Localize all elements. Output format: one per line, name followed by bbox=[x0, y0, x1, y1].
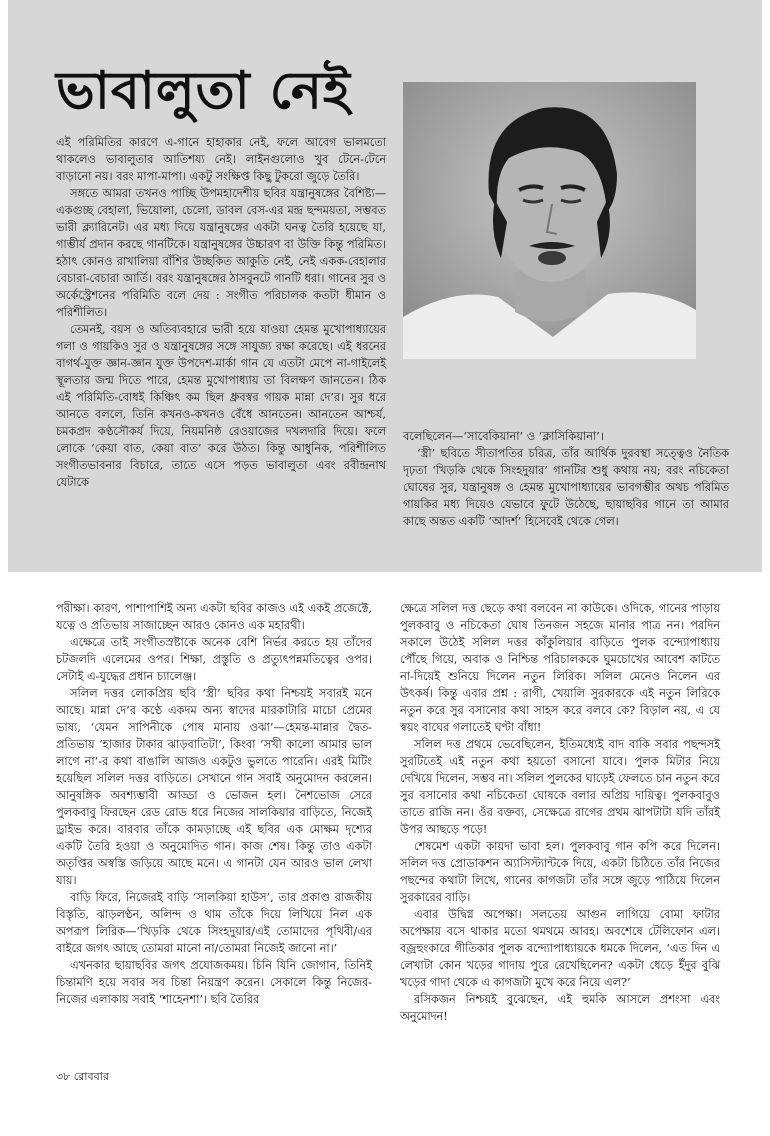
top-right-column bbox=[403, 428, 729, 530]
paragraph: ক্ষেত্রে সলিল দত্ত ছেড়ে কথা বলবেন না কাউকে। ওদিকে, গানের পাড়ায় পুলকবাবু ও নচিকেতা ঘোষ তিনজন সহজে মানার পাত্র নন। পরদিন সকালে উঠেই সলিল দত্তর কাঁকুলিয়ার বাড়িতে পুলক বন্দ্যোপাধ্যায় পৌঁছে গিয়ে, অবাক ও নিশ্চিন্ত পরিচালককে ঘুমচোখের আবেশ কাটতে না-দিয়েই শুনিয়ে দিলেন নতুন লিরিক। সলিল মেনেও নিলেন এর উৎকর্ষ। কিন্তু এবার প্রশ্ন : রাগী, খেয়ালি সুরকারকে এই নতুন লিরিকে নতুন করে সুর বসানোর কথা সাহস করে বলবে কে? বিড়াল নয়, এ যে স্বয়ং বাঘের গলাতেই ঘণ্টা বাঁধা! bbox=[400, 602, 720, 734]
paragraph: এখনকার ছায়াছবির জগৎ প্রযোজকময়। চিনি যিনি জোগান, তিনিই চিন্তামণি হয়ে সবার সব চিন্তা নিয়ন্ত্রণ করেন। সেকালে কিন্তু নিজের-নিজের এলাকায় সবাই ‘শাহেনশা’। ছবি তৈরির bbox=[56, 959, 372, 1006]
portrait-illustration bbox=[403, 82, 696, 359]
paragraph: সলিল দত্ত প্রথমে ভেবেছিলেন, ইতিমধ্যেই বাদ বাকি সবার পছন্দসই সুরটিতেই এই নতুন কথা হয়তো বসানো যাবে। পুলক মিটার নিয়ে দেখিয়ে দিলেন, সম্ভব না। সলিল পুলকের ঘাড়েই ফেলতে চান নতুন করে সুর বসানোর কথা নচিকেতা ঘোষকে বলার অপ্রিয় দায়িত্ব। পুলকবাবুও তাতে রাজি নন। ওঁর বক্তব্য, সেক্ষেত্রে রাগের প্রথম ঝাপটাটা যদি তাঁরই উপর আছড়ে পড়ে! bbox=[400, 738, 720, 836]
paragraph: এই পরিমিতির কারণে এ-গানে হাহাকার নেই, ফলে আবেগ ভালমতো থাকলেও ভাবালুতার আতিশয্য নেই। লাইনগুলোও খুব টেনে-টেনে বাড়ানো নয়। বরং মাপা-মাপা। একটু সংক্ষিপ্ত কিছু টুকরো জুড়ে তৈরি। bbox=[56, 136, 386, 183]
paragraph: এক্ষেত্রে তাই সংগীতস্রষ্টাকে অনেক বেশি নির্ভর করতে হয় তাঁদের চটজলদি এলেমের ওপর। শিক্ষা, প্রস্তুতি ও প্রত্যুৎপন্নমতিত্বের ওপর। সেটাই এ-যুদ্ধের প্রধান চ্যালেঞ্জ। bbox=[56, 636, 372, 683]
paragraph: শেষমেশ একটা কায়দা ভাবা হল। পুলকবাবু গান কপি করে দিলেন। সলিল দত্ত প্রোডাকশন অ্যাসিস্ট্যান্টকে দিয়ে, একটা চিঠিতে তাঁর নিজের পছন্দের কথাটা লিখে, গানের কাগজটা তাঁর সঙ্গে জুড়ে পাঠিয়ে দিলেন সুরকারের বাড়ি। bbox=[400, 840, 720, 904]
top-left-column bbox=[56, 134, 386, 491]
portrait-photo bbox=[403, 82, 696, 359]
paragraph: বলেছিলেন—‘সাবেকিয়ানা’ ও ‘ক্লাসিকিয়ানা’। bbox=[403, 430, 604, 443]
page-footer: ৩৮ রোববার bbox=[56, 1070, 109, 1083]
paragraph: সলিল দত্তর লোকপ্রিয় ছবি ‘স্ত্রী’ ছবির কথা নিশ্চয়ই সবারই মনে আছে। মান্না দে’র কণ্ঠে একদম অন্য স্বাদের মারকাটারি মাচো প্রেমের ভাষ্য, ‘যেমন সাপিনীকে পোষ মানায় ওঝা’—হেমন্ত-মান্নার দ্বৈত-প্রতিভায় ‘হাজার টাকার ঝাড়বাতিটা’, কিংবা ‘সখী কালো আমার ভাল লাগে না’-র কথা বাঙালি আজও একটুও ভুলতে পারেনি। এরই মিটিং হয়েছিল সলিল দত্তর বাড়িতে। সেখানে গান সবাই অনুমোদন করলেন। আনুষঙ্গিক অবশ্যম্ভাবী আড্ডা ও ভোজন হল। নৈশভোজ সেরে পুলকবাবু ফিরছেন রেড রোড ধরে নিজের সালকিয়ার বাড়িতে, নিজেই ড্রাইভ করে। বারবার তাঁকে কামড়াচ্ছে এই ছবির এক মোক্ষম দৃশ্যের একটি তৈরি হওয়া ও অনুমোদিত গান। কাজ শেষ। কিন্তু তাও একটা অতৃপ্তির অস্বস্তি জড়িয়ে আছে মনে। এ গানটা যেন আরও ভাল লেখা যায়। bbox=[56, 687, 372, 887]
paragraph: সঙ্গতে আমরা তখনও পাচ্ছি উপমহাদেশীয় ছবির যন্ত্রানুষঙ্গের বৈশিষ্ট্য—একগুচ্ছ বেহালা, ভিয়োলা, চেলো, ডাবল বেস-এর মন্দ্র ছন্দময়তা, সম্ভবত ভারী ক্ল্যারিনেট। এর মধ্য দিয়ে যন্ত্রানুষঙ্গের একটা ঘনত্ব তৈরি হয়েছে যা, গাম্ভীর্য প্রদান করছে গানটিকে। যন্ত্রানুষঙ্গের উচ্চারণ বা উক্তি কিন্তু পরিমিত। হঠাৎ কোনও রাখালিয়া বাঁশির উচ্ছকিত আকুতি নেই, নেই একক-বেহালার বেচারা-বেচারা আর্তি। বরং যন্ত্রানুষঙ্গের ঠাসবুনটে গানটি ধরা। গানের সুর ও অর্কেস্ট্রেশনের পরিমিতি বলে দেয় : সংগীত পরিচালক কতটা ধীমান ও পরিশীলিত। bbox=[56, 187, 386, 319]
bottom-right-column bbox=[400, 600, 720, 1025]
paragraph: রসিকজন নিশ্চয়ই বুঝেছেন, এই হুমকি আসলে প্রশংসা এবং অনুমোদন! bbox=[400, 993, 720, 1023]
paragraph: পরীক্ষা। কারণ, পাশাপাশিই অন্য একটা ছবির কাজও এই একই প্রজেক্টে, যত্নে ও প্রতিভায় সাজাচ্ছেন আরও কোনও এক মহারথী। bbox=[56, 602, 372, 632]
bottom-left-column bbox=[56, 600, 372, 1008]
paragraph: বাড়ি ফিরে, নিজেরই বাড়ি ‘সালকিয়া হাউস’, তার প্রকাণ্ড রাজকীয় বিস্তৃতি, ঝাড়লণ্ঠন, অলিন্দ ও থাম তাঁকে দিয়ে লিখিয়ে নিল এক অপরূপ লিরিক—‘খিড়কি থেকে সিংহদুয়ার/এই তোমাদের পৃথিবী/এর বাইরে জগৎ আছে তোমরা মানো না/তোমরা নিজেই জানো না।’ bbox=[56, 891, 372, 955]
paragraph: ‘স্ত্রী’ ছবিতে সীতাপতির চরিত্র, তাঁর আর্থিক দুরবস্থা সত্ত্বেও নৈতিক দৃঢ়তা ‘খিড়কি থেকে সিংহদুয়ার’ গানটির শুধু কথায় নয়; বরং নচিকেতা ঘোষের সুর, যন্ত্রানুষঙ্গ ও হেমন্ত মুখোপাধ্যায়ের ভাবগম্ভীর অথচ পরিমিত গায়কির মধ্য দিয়েও যেভাবে ফুটে উঠেছে, ছায়াছবির গানে তা আমার কাছে অন্তত একটি ‘আদর্শ’ হিসেবেই থেকে গেল। bbox=[403, 447, 729, 528]
paragraph: এবার উদ্বিগ্ন অপেক্ষা। সলতেয় আগুন লাগিয়ে বোমা ফাটার অপেক্ষায় বসে থাকার মতো থমথমে আবহ। অবশেষে টেলিফোন এল। বজ্রহুংকারে গীতিকার পুলক বন্দ্যোপাধ্যায়কে ধমকে দিলেন, ‘এত দিন এ লেখাটা কোন খড়ের গাদায় পুরে রেখেছিলেন? একটা ধেড়ে ইঁদুর বুঝি খড়ের গাদা থেকে এ কাগজটা মুখে করে নিয়ে এল?’ bbox=[400, 908, 720, 989]
headline: ভাবালুতা নেই bbox=[56, 60, 351, 121]
paragraph: তেমনই, বয়স ও অতিব্যবহারে ভারী হয়ে যাওয়া হেমন্ত মুখোপাধ্যায়ের গলা ও গায়কিও সুর ও যন্ত্রানুষঙ্গের সঙ্গে সাযুজ্য রক্ষা করেছে। এই ধরনের বাগর্থ-যুক্ত জ্ঞান-জ্ঞান যুক্ত উপদেশ-মার্কা গান যে এতটা মেপে না-গাইলেই স্থূলতার জন্ম দিতে পারে, হেমন্ত মুখোপাধ্যায় তা বিলক্ষণ জানতেন। ঠিক এই পরিমিতি-বোধই কিঞ্চিৎ কম ছিল ধ্রুবস্বর গায়ক মান্না দে’র। সুর ধরে আনতে বললে, তিনি কখনও-কখনও বেঁধে আনতেন। আনতেন আশ্চর্য, চমকপ্রদ কণ্ঠসৌকর্য দিয়ে, নিয়মনিষ্ঠ রেওয়াজের দখলদারি দিয়ে। ফলে লোকে ‘কেয়া বাত, কেয়া বাত’ করে উঠত। কিন্তু আধুনিক, পরিশীলিত সংগীতভাবনার বিচারে, তাতে এসে পড়ত ভাবালুতা এবং রবীন্দ্রনাথ যেটাকে bbox=[56, 323, 386, 489]
